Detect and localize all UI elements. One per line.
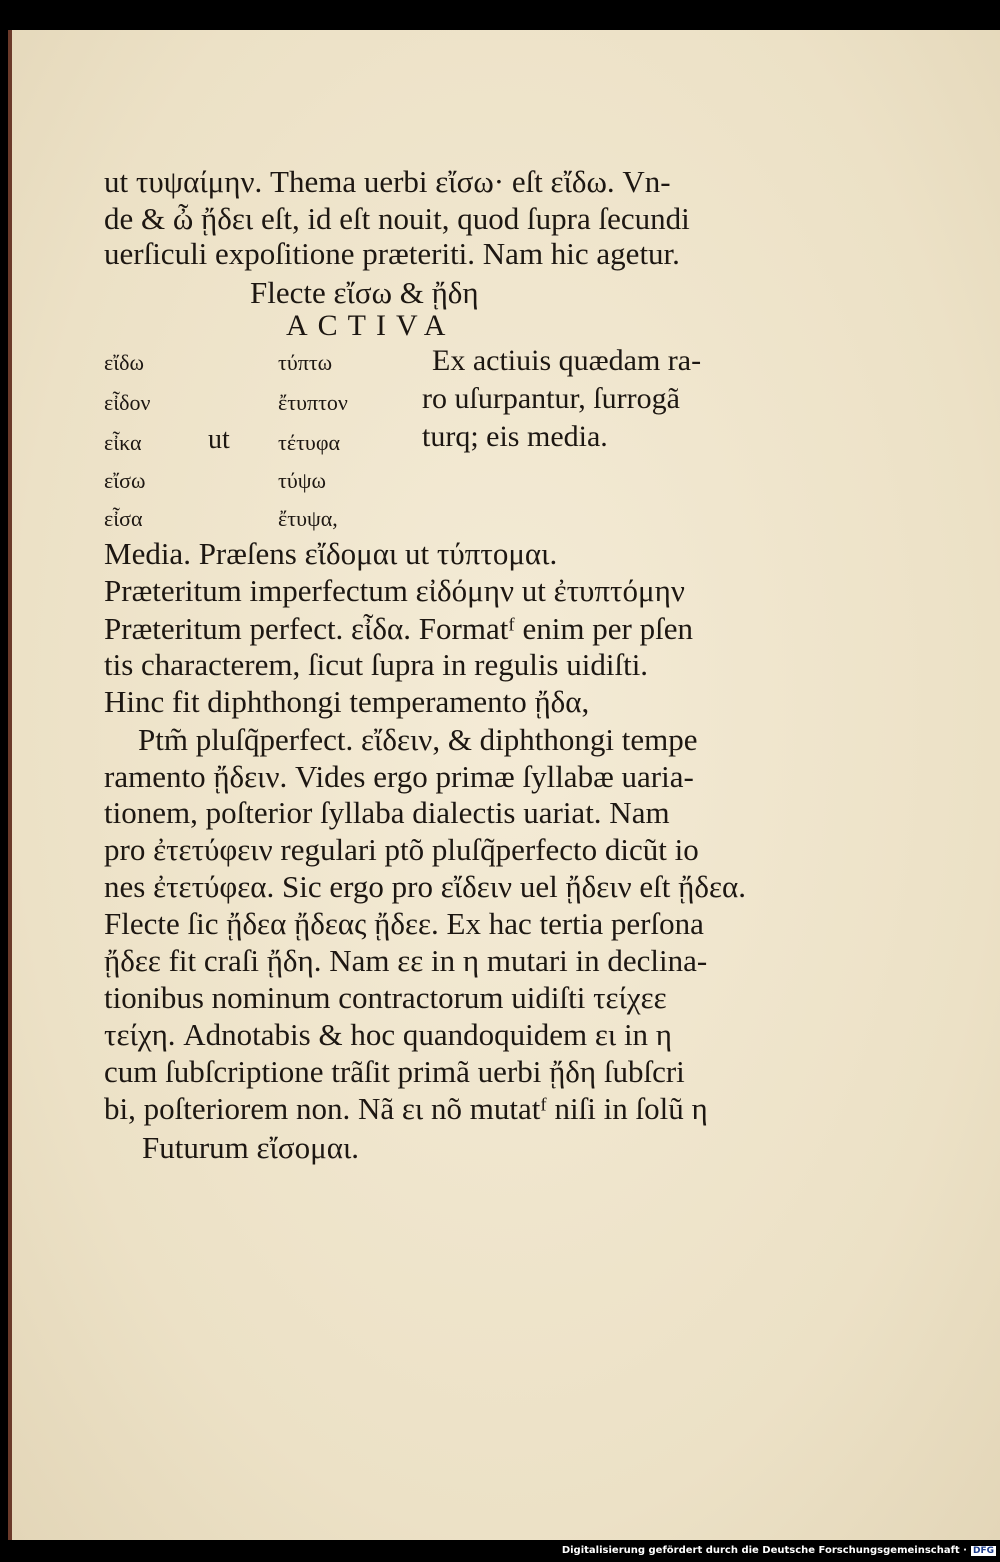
text-line: ut τυψαίμην. Thema uerbi εἴσω· eſt εἴδω. Vn‑ bbox=[104, 164, 671, 199]
text-line: Media. Præſens εἴδομαι ut τύπτομαι. bbox=[104, 536, 558, 571]
text-line: bi, poſteriorem non. Nã ει nõ mutatᶠ niſi in ſolũ η bbox=[104, 1091, 708, 1126]
conj-col1: εἶσα bbox=[104, 506, 143, 531]
text-line: Præteritum imperfectum εἰδόμην ut ἐτυπτόμην bbox=[104, 573, 685, 608]
text-line: Futurum εἴσομαι. bbox=[142, 1130, 360, 1165]
conj-col2: ἔτυψα, bbox=[278, 506, 338, 531]
text-line: Flecte εἴσω & ᾔδη bbox=[250, 275, 479, 310]
conj-col2: τύψω bbox=[278, 468, 326, 493]
text-line: uerſiculi expoſitione præteriti. Nam hic agetur. bbox=[104, 236, 680, 271]
text-line: Hinc fit diphthongi temperamento ᾔδα, bbox=[104, 684, 590, 719]
text-line: tionem, poſterior ſyllaba dialectis uariat. Nam bbox=[104, 795, 670, 830]
conj-col1: εἶκα bbox=[104, 430, 142, 455]
conj-col1: εἴσω bbox=[104, 468, 146, 493]
text-line: de & ὦ ᾔδει eſt, id eſt nouit, quod ſupra ſecundi bbox=[104, 201, 690, 236]
text-line: pro ἐτετύφειν regulari ptõ pluſq̃perfecto dicũt io bbox=[104, 832, 699, 867]
conj-col2: τύπτω bbox=[278, 350, 333, 375]
dfg-logo-icon: DFG bbox=[972, 1546, 994, 1556]
text-line: tionibus nominum contractorum uidiſti τείχεε bbox=[104, 980, 667, 1015]
conj-col2: ἔτυπτον bbox=[278, 390, 348, 415]
note-line: Ex actiuis quædam ra‑ bbox=[432, 344, 702, 377]
conj-ut: ut bbox=[208, 424, 230, 455]
text-line: ramento ᾔδειν. Vides ergo primæ ſyllabæ uaria‑ bbox=[104, 759, 694, 794]
note-line: ro uſurpantur, ſurrogã bbox=[422, 382, 680, 415]
text-line: τείχη. Adnotabis & hoc quandoquidem ει in η bbox=[104, 1017, 673, 1052]
book-page bbox=[8, 30, 1000, 1540]
text-line: tis characterem, ſicut ſupra in regulis uidiſti. bbox=[104, 647, 649, 682]
text-line: Ptm̃ pluſq̃perfect. εἴδειν, & diphthongi tempe bbox=[138, 722, 698, 757]
text-line: ᾔδεε fit craſi ᾔδη. Nam εε in η mutari in declina‑ bbox=[104, 943, 708, 978]
text-line: nes ἐτετύφεα. Sic ergo pro εἴδειν uel ᾔδειν eſt ᾔδεα. bbox=[104, 869, 746, 904]
digitization-credit bbox=[562, 1545, 996, 1556]
note-line: turq; eis media. bbox=[422, 420, 608, 453]
credit-text: Digitalisierung gefördert durch die Deutsche Forschungsgemeinschaft · bbox=[561, 1545, 967, 1556]
conj-col2: τέτυφα bbox=[278, 430, 341, 455]
conj-col1: εἶδον bbox=[104, 390, 151, 415]
text-line: cum ſubſcriptione trãſit primã uerbi ᾔδη ſubſcri bbox=[104, 1054, 685, 1089]
section-heading: ACTIVA bbox=[286, 309, 456, 342]
conj-col1: εἴδω bbox=[104, 350, 145, 375]
text-line: Flecte ſic ᾔδεα ᾔδεας ᾔδεε. Ex hac tertia perſona bbox=[104, 906, 704, 941]
text-line: Præteritum perfect. εἶδα. Formatᶠ enim per pſen bbox=[104, 611, 693, 646]
